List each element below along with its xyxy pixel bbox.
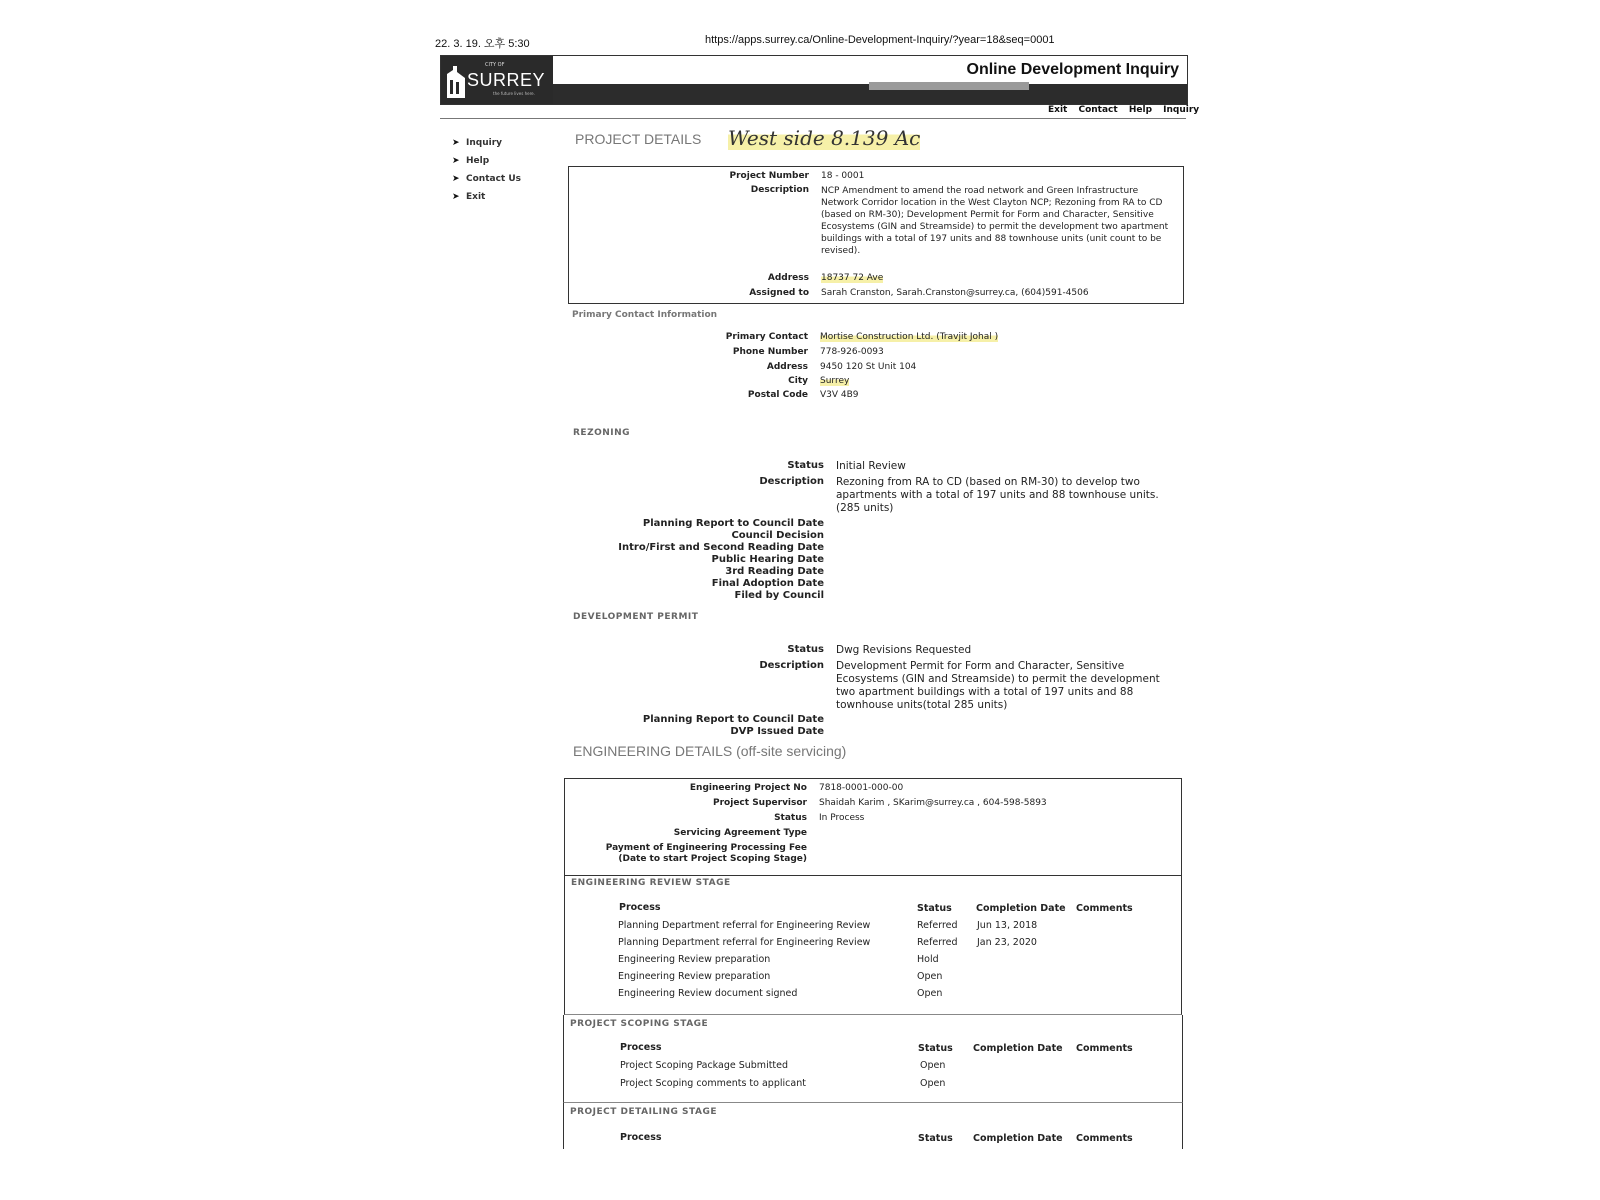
process-cell: Project Scoping comments to applicant [620, 1078, 806, 1089]
fee-sublabel: (Date to start Project Scoping Stage) [618, 854, 807, 864]
field-label: Description [750, 185, 809, 195]
process-cell: Engineering Review preparation [618, 971, 771, 982]
status-cell: Open [917, 988, 943, 999]
date-cell: Jun 13, 2018 [977, 920, 1038, 931]
date-label: 3rd Reading Date [725, 566, 824, 577]
stage-heading: PROJECT DETAILING STAGE [570, 1107, 717, 1117]
surrey-logo[interactable] [441, 56, 553, 104]
arrow-right-icon: ➤ [452, 156, 460, 166]
project-description: NCP Amendment to amend the road network and Green Infrastructure Network Corridor location in the West Clayton NCP; Rezoning from RA to CD (based on RM-30); Development Permit for Form and Character, Sensitive Ecosystems (GIN and Streamside) to permit the development two apartment buildings with a total of 197 units and 88 townhouse units (unit count to be revised). [821, 186, 1169, 256]
project-number: 18 - 0001 [821, 171, 865, 181]
field-label: Status [787, 460, 824, 471]
field-label: Payment of Engineering Processing Fee [605, 843, 807, 853]
development-permit-section [568, 644, 1182, 737]
left-nav [452, 134, 521, 206]
status-cell: Hold [917, 954, 939, 965]
print-url: https://apps.surrey.ca/Online-Development-Inquiry/?year=18&seq=0001 [705, 34, 1055, 46]
left-nav-inquiry[interactable] [452, 134, 521, 152]
field-label: Address [767, 273, 809, 283]
engineering-status: In Process [819, 813, 865, 823]
rezoning-description: Rezoning from RA to CD (based on RM-30) to develop two apartments with a total of 197 units and 88 townhouse units. (285 units) [836, 476, 1159, 514]
project-address: 18737 72 Ave [821, 273, 884, 283]
date-label: Intro/First and Second Reading Date [618, 542, 824, 553]
top-nav-inquiry[interactable]: Inquiry [1163, 105, 1200, 115]
left-nav-help[interactable] [452, 152, 521, 170]
contact-city: Surrey [820, 376, 850, 386]
dp-date-labels [568, 714, 824, 738]
engineering-heading: ENGINEERING DETAILS (off-site servicing) [573, 743, 847, 759]
top-nav-help[interactable]: Help [1128, 105, 1153, 115]
engineering-box [564, 778, 1182, 876]
field-label: Project Supervisor [713, 798, 807, 808]
project-details-heading: PROJECT DETAILS [575, 131, 702, 147]
left-nav-label: Exit [466, 192, 486, 202]
stage-heading: PROJECT SCOPING STAGE [570, 1019, 709, 1029]
col-comments: Comments [1076, 1043, 1133, 1054]
rezoning-status: Initial Review [836, 460, 906, 472]
arrow-right-icon: ➤ [452, 192, 460, 202]
col-status: Status [918, 1043, 953, 1054]
field-label: Status [774, 813, 807, 823]
left-nav-exit[interactable] [452, 188, 521, 206]
process-cell: Planning Department referral for Engineering Review [618, 920, 871, 931]
site-banner [440, 55, 1188, 105]
date-label: Filed by Council [734, 590, 824, 601]
logo-city-text: CITY OF [485, 62, 505, 68]
process-cell: Engineering Review document signed [618, 988, 798, 999]
field-label: Description [759, 476, 824, 487]
field-label: Phone Number [732, 347, 808, 357]
primary-contact-name: Mortise Construction Ltd. (Travjit Johal ) [820, 332, 999, 342]
col-process: Process [619, 902, 661, 913]
col-status: Status [917, 903, 952, 914]
stage-heading: ENGINEERING REVIEW STAGE [571, 878, 731, 888]
col-completion-date: Completion Date [973, 1043, 1063, 1054]
process-cell: Planning Department referral for Engineering Review [618, 937, 871, 948]
dp-description: Development Permit for Form and Character, Sensitive Ecosystems (GIN and Streamside) to permit the development two apartment buildings with a total of 197 units and 88 townhouse units(total 285 units) [836, 660, 1160, 711]
arrow-right-icon: ➤ [452, 174, 460, 184]
assigned-to: Sarah Cranston, Sarah.Cranston@surrey.ca, (604)591-4506 [821, 288, 1089, 298]
left-nav-label: Help [466, 156, 490, 166]
date-label: Planning Report to Council Date [642, 714, 824, 725]
project-scoping-stage [563, 1015, 1183, 1103]
status-cell: Open [917, 971, 943, 982]
left-nav-contact-us[interactable] [452, 170, 521, 188]
logo-tagline: the future lives here. [493, 91, 535, 96]
status-cell: Referred [917, 937, 958, 948]
date-label: Public Hearing Date [711, 554, 824, 565]
date-cell: Jan 23, 2020 [977, 937, 1037, 948]
status-cell: Referred [917, 920, 958, 931]
project-supervisor[interactable]: Shaidah Karim , SKarim@surrey.ca , 604-598-5893 [819, 798, 1047, 808]
field-label: City [788, 376, 808, 386]
postal-code: V3V 4B9 [820, 390, 859, 400]
date-label: Final Adoption Date [711, 578, 824, 589]
status-cell: Open [920, 1060, 946, 1071]
header-divider [440, 118, 1186, 119]
field-label: Project Number [729, 171, 809, 181]
primary-contact-section [568, 330, 1182, 410]
primary-contact-heading: Primary Contact Information [572, 310, 718, 320]
col-completion-date: Completion Date [976, 903, 1066, 914]
print-datetime: 22. 3. 19. 오후 5:30 [435, 38, 530, 50]
banner-stripe-highlight [869, 82, 1029, 90]
col-status: Status [918, 1133, 953, 1144]
development-permit-heading: DEVELOPMENT PERMIT [573, 612, 699, 622]
top-nav-contact[interactable]: Contact [1078, 105, 1118, 115]
field-label: Assigned to [749, 288, 809, 298]
process-cell: Engineering Review preparation [618, 954, 771, 965]
date-label: Planning Report to Council Date [642, 518, 824, 529]
col-comments: Comments [1076, 903, 1133, 914]
field-label: Primary Contact [725, 332, 808, 342]
rezoning-heading: REZONING [573, 428, 631, 438]
col-process: Process [620, 1042, 662, 1053]
field-label: Description [759, 660, 824, 671]
banner-title: Online Development Inquiry [966, 61, 1179, 78]
city-hall-logo-icon [445, 64, 467, 98]
field-label: Engineering Project No [689, 783, 807, 793]
arrow-right-icon: ➤ [452, 138, 460, 148]
handwritten-note: West side 8.139 Ac [728, 126, 921, 150]
date-label: Council Decision [731, 530, 824, 541]
phone-number: 778-926-0093 [820, 347, 884, 357]
logo-name-text: SURREY [467, 70, 546, 90]
project-details-box [568, 166, 1184, 304]
field-label: Postal Code [747, 390, 808, 400]
field-label: Address [766, 362, 808, 372]
field-label: Status [787, 644, 824, 655]
project-detailing-stage [563, 1103, 1183, 1149]
top-nav [1040, 105, 1199, 115]
date-label: DVP Issued Date [730, 726, 824, 737]
contact-address: 9450 120 St Unit 104 [820, 362, 917, 372]
process-cell: Project Scoping Package Submitted [620, 1060, 789, 1071]
engineering-review-stage [564, 874, 1182, 1015]
status-cell: Open [920, 1078, 946, 1089]
col-completion-date: Completion Date [973, 1133, 1063, 1144]
dp-status: Dwg Revisions Requested [836, 644, 972, 656]
top-nav-exit[interactable]: Exit [1048, 105, 1068, 115]
engineering-project-no: 7818-0001-000-00 [819, 783, 904, 793]
rezoning-date-labels [568, 518, 824, 602]
col-comments: Comments [1076, 1133, 1133, 1144]
col-process: Process [620, 1132, 662, 1143]
rezoning-section [568, 460, 1182, 600]
left-nav-label: Contact Us [466, 174, 522, 184]
field-label: Servicing Agreement Type [673, 828, 807, 838]
left-nav-label: Inquiry [466, 138, 502, 148]
